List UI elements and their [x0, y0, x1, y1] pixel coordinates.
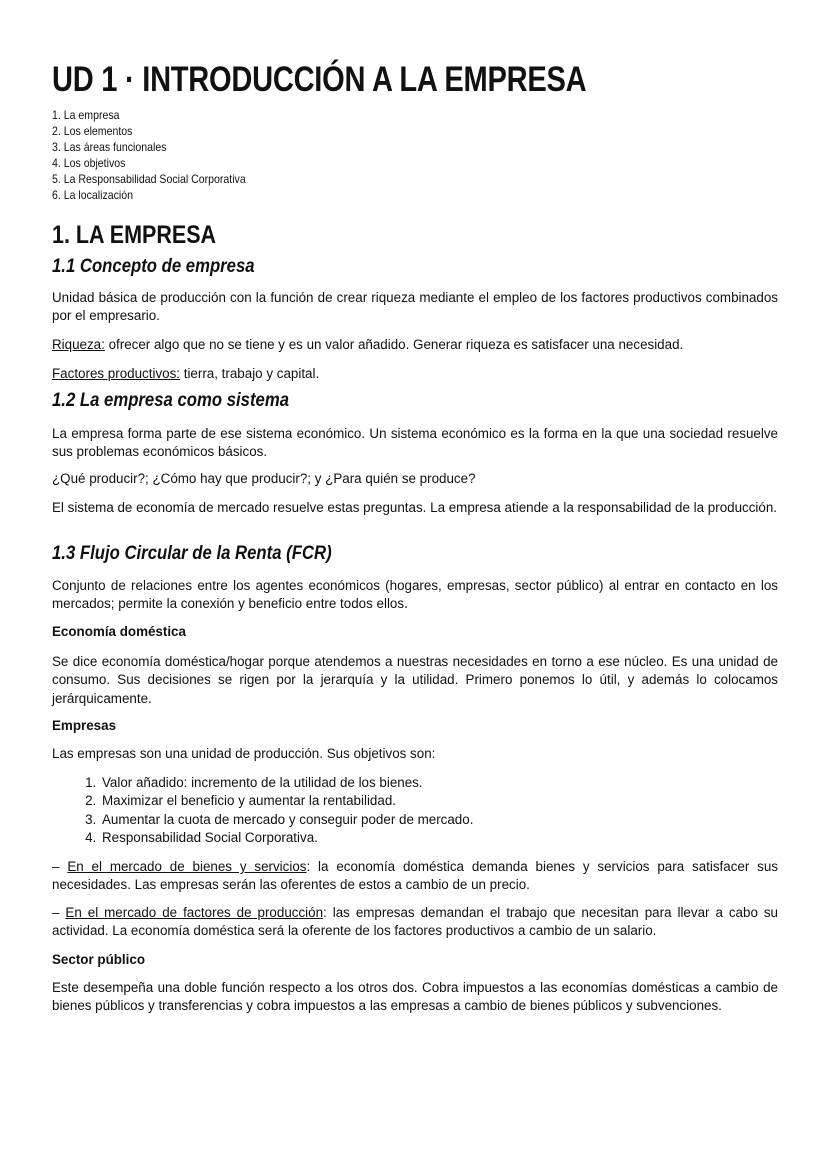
list-item: 3. Aumentar la cuota de mercado y conseguir poder de mercado. — [100, 811, 778, 829]
paragraph — [52, 365, 778, 383]
dash: – — [52, 905, 66, 920]
term: Factores productivos: — [52, 366, 181, 381]
definition: : la economía doméstica demanda bienes y servicios para satisfacer sus necesidades. Las empresas serán las oferentes de estos a cambio de un precio. — [52, 859, 779, 893]
definition: ofrecer algo que no se tiene y es un valor añadido. Generar riqueza es satisfacer una necesidad. — [104, 337, 684, 352]
subsection-heading: 1.2 La empresa como sistema — [52, 390, 289, 411]
paragraph — [52, 858, 778, 895]
term: En el mercado de bienes y servicios — [67, 859, 307, 874]
definition: : las empresas demandan el trabajo que necesitan para llevar a cabo su actividad. La economía doméstica será la oferente de los factores productivos a cambio de un salario. — [52, 905, 778, 939]
paragraph: Se dice economía doméstica/hogar porque atendemos a nuestras necesidades en torno a ese núcleo. Es una unidad de consumo. Sus decisiones se rigen por la jerarquía y la utilidad. Primero ponemos lo útil, y además lo colocamos jerárquicamente. — [52, 654, 778, 706]
paragraph: Las empresas son una unidad de producción. Sus objetivos son: — [52, 746, 436, 761]
term: Riqueza: — [52, 337, 105, 352]
heading-empresas: Empresas — [52, 718, 117, 733]
list-item: 2. Maximizar el beneficio y aumentar la rentabilidad. — [100, 792, 778, 810]
list-item: 4. Responsabilidad Social Corporativa. — [100, 829, 778, 847]
toc-item: 3. Las áreas funcionales — [52, 140, 167, 154]
paragraph: ¿Qué producir?; ¿Cómo hay que producir?; y ¿Para quién se produce? — [52, 471, 476, 486]
table-of-contents — [52, 107, 691, 203]
toc-item: 6. La localización — [52, 188, 134, 202]
toc-item: 4. Los objetivos — [52, 156, 126, 170]
dash: – — [52, 859, 68, 874]
paragraph: Unidad básica de producción con la función de crear riqueza mediante el empleo de los factores productivos combinados por el empresario. — [52, 290, 778, 324]
list-item: 1. Valor añadido: incremento de la utilidad de los bienes. — [100, 774, 778, 792]
term: En el mercado de factores de producción — [65, 905, 324, 920]
paragraph: Conjunto de relaciones entre los agentes económicos (hogares, empresas, sector público) al entrar en contacto en los mercados; permite la conexión y beneficio entre todos ellos. — [52, 578, 778, 612]
definition: tierra, trabajo y capital. — [180, 366, 320, 381]
toc-item: 5. La Responsabilidad Social Corporativa — [52, 172, 246, 186]
section-heading: 1. LA EMPRESA — [52, 221, 217, 249]
paragraph: El sistema de economía de mercado resuelve estas preguntas. La empresa atiende a la responsabilidad de la producción. — [52, 500, 778, 515]
toc-item: 2. Los elementos — [52, 124, 133, 138]
document-title: UD 1 · INTRODUCCIÓN A LA EMPRESA — [52, 60, 587, 99]
paragraph: Este desempeña una doble función respecto a los otros dos. Cobra impuestos a las economías domésticas a cambio de bienes públicos y transferencias y cobra impuestos a las empresas a cambio de bienes públicos y subvenciones. — [52, 980, 778, 1014]
paragraph — [52, 336, 778, 354]
paragraph — [52, 904, 778, 941]
subsection-heading: 1.1 Concepto de empresa — [52, 256, 255, 277]
objectives-list — [52, 774, 778, 847]
heading-economia-domestica: Economía doméstica — [52, 624, 186, 639]
heading-sector-publico: Sector público — [52, 952, 146, 967]
paragraph: La empresa forma parte de ese sistema económico. Un sistema económico es la forma en la que una sociedad resuelve sus problemas económicos básicos. — [52, 426, 778, 460]
subsection-heading: 1.3 Flujo Circular de la Renta (FCR) — [52, 543, 332, 564]
toc-item: 1. La empresa — [52, 108, 120, 122]
